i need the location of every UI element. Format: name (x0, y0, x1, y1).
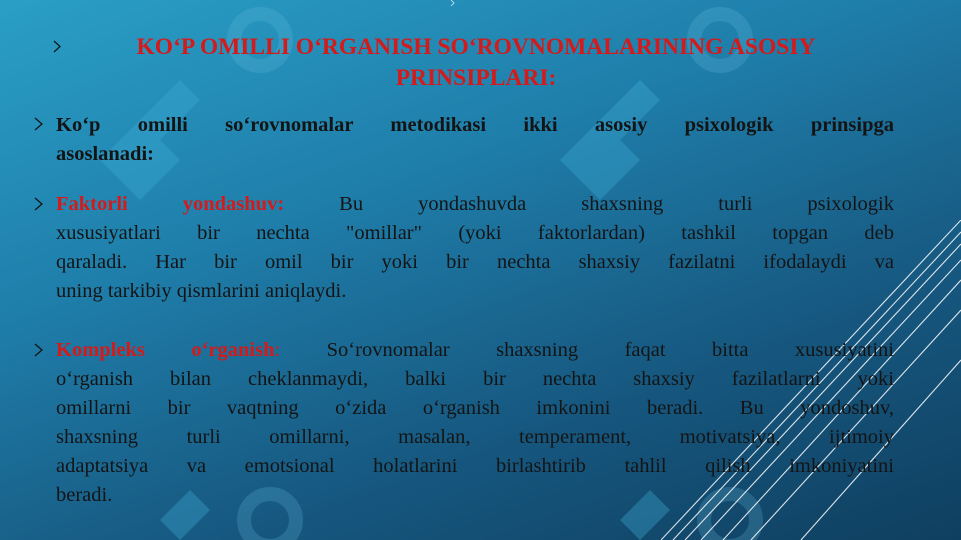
intro-paragraph (56, 111, 894, 169)
complex-term: Kompleks o‘rganish (56, 339, 275, 361)
bullet-arrow-icon (33, 197, 44, 211)
complex-line: shaxsning turli omillarni, masalan, temperament, motivatsiya, ijtimoiy (56, 426, 894, 448)
complex-line: o‘rganish bilan cheklanmaydi, balki bir nechta shaxsiy fazilatlarni yoki (56, 368, 894, 390)
intro-line: asoslanadi: (56, 143, 154, 165)
complex-line: beradi. (56, 484, 113, 506)
slide-title-line-2: PRINSIPLARI: (395, 65, 557, 91)
bullet-arrow-icon (33, 343, 44, 357)
factor-line: uning tarkibiy qismlarini aniqlaydi. (56, 280, 347, 302)
factor-line: qaraladi. Har bir omil bir yoki bir nechta shaxsiy fazilatni ifodalaydi va (56, 251, 894, 273)
bullet-arrow-icon (33, 117, 44, 131)
intro-line: Ko‘p omilli so‘rovnomalar metodikasi ikki asosiy psixologik prinsipga (56, 114, 894, 136)
complex-line: adaptatsiya va emotsional holatlarini birlashtirib tahlil qilish imkoniyatini (56, 455, 894, 477)
slide-title-line-1: KO‘P OMILLI O‘RGANISH SO‘ROVNOMALARINING ASOSIY (136, 34, 816, 60)
factor-line: xususiyatlari bir nechta "omillar" (yoki faktorlardan) tashkil topgan deb (56, 222, 894, 244)
bullet-arrow-icon (450, 0, 456, 6)
factor-line: Faktorli yondashuv: Bu yondashuvda shaxsning turli psixologik (56, 193, 894, 215)
complex-line: Kompleks o‘rganish: So‘rovnomalar shaxsning faqat bitta xususiyatini (56, 339, 895, 361)
factor-paragraph (56, 190, 894, 306)
complex-line: omillarni bir vaqtning o‘zida o‘rganish imkonini beradi. Bu yondoshuv, (56, 397, 894, 419)
complex-paragraph (56, 336, 894, 510)
factor-term: Faktorli yondashuv: (56, 193, 285, 215)
